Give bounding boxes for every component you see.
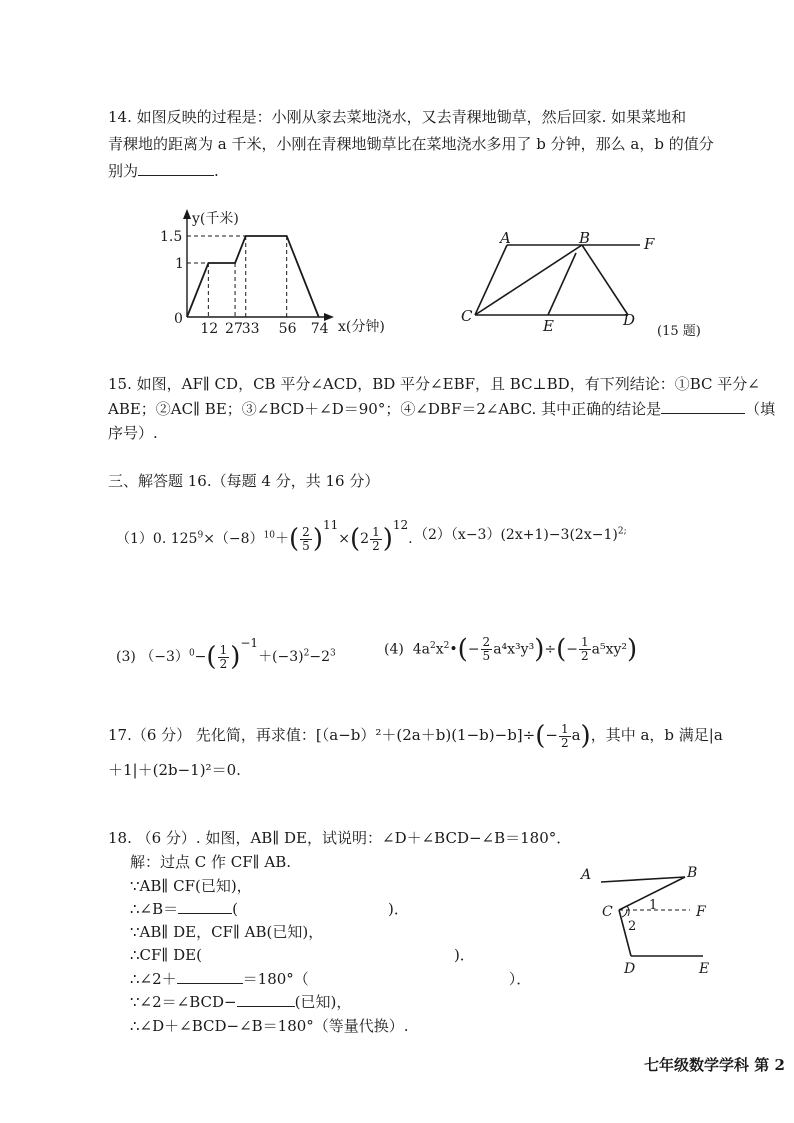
figure-15 xyxy=(455,225,701,340)
fig18-angle-1: 1 xyxy=(649,898,658,913)
q16-part4: (4) $4a^2x^2•(-$ $\frac{2}{5}$ a⁴x³y³)÷(− $\frac{1}{2}$ a⁵xy²) xyxy=(384,634,638,665)
q16-p1-label: （1） xyxy=(116,531,153,547)
distance-time-chart xyxy=(160,205,400,340)
q16-p4-term-x: x xyxy=(435,641,444,658)
q16-p2-expr: （x−3）(2x+1)−3(2x−1) xyxy=(450,527,618,543)
q16-p1-exp-a: 9 xyxy=(197,530,204,541)
q16-part3: (3) $(-3)^0-$( $\frac{1}{2}$ )$^{-1}+(-3)^2-2^3$ xyxy=(116,636,336,672)
q18-line4 xyxy=(130,898,409,920)
answer-reason-18c[interactable] xyxy=(309,970,509,984)
q17-line1-post: ，其中 a，b 满足|a xyxy=(590,726,723,744)
q17-frac: $\frac{1}{2}$ xyxy=(560,721,569,750)
q16-p1-mixed-whole: 2 xyxy=(360,531,370,547)
q18-line2: 解：过点 C 作 CF∥ AB. xyxy=(130,853,291,871)
q18-line8-post: (已知)， xyxy=(294,993,352,1011)
q18-line5: ∵AB∥ DE，CF∥ AB(已知)， xyxy=(130,923,324,941)
label-b: B xyxy=(579,229,591,247)
q16-p2-exp: 2 xyxy=(617,526,624,537)
fig18-angle-2: 2 xyxy=(628,919,637,934)
q18-line8-pre: ∵∠2＝∠BCD− xyxy=(130,993,237,1011)
q16-part1: （1）0. $125^9\times(-8)^{10}+$( $\frac{2}{5}$ )$^{11}$×(2 $\frac{1}{2}$ )$^{12}$. xyxy=(116,518,413,554)
q14-line2: 青稞地的距离为 a 千米，小刚在青稞地锄草比在菜地浇水多用了 b 分钟，那么 a，b 的值分 xyxy=(108,135,714,153)
q16-p1-term-a: 0. 125 xyxy=(152,531,198,547)
q16-p4-sign1: − xyxy=(467,641,480,658)
q16-p3-exp-c: 2 xyxy=(303,648,310,659)
answer-blank-18c[interactable] xyxy=(177,969,243,984)
q16-p1-frac1: $\frac{2}{5}$ xyxy=(302,524,310,553)
q16-p1-exp-frac2: 12 xyxy=(392,518,409,532)
answer-reason-18b[interactable] xyxy=(202,946,454,960)
q16-p4-sign2: − xyxy=(566,641,578,658)
q15-line1: 15. 如图，AF∥ CD，CB 平分∠ACD，BD 平分∠EBF，且 BC⊥BD，有下列结论：①BC 平分∠ xyxy=(108,375,760,393)
q16-p4-tail1: a⁴x³y³ xyxy=(493,641,535,658)
q18-line4-pre: ∴∠B＝ xyxy=(130,900,179,918)
q16-p3-term-a: （−3） xyxy=(140,649,189,665)
q16-p2-label: （2） xyxy=(414,527,451,543)
fig18-label-a: A xyxy=(581,867,592,883)
label-d: D xyxy=(623,311,636,329)
q15-line3: 序号）. xyxy=(108,424,158,442)
fig18-label-b: B xyxy=(687,865,698,881)
y-axis-arrow xyxy=(183,209,191,219)
q16-p3-exp-a: 0 xyxy=(188,648,195,659)
section-3-title: 三、解答题 16.（每题 4 分，共 16 分） xyxy=(108,472,380,490)
q14-line3-pre: 别为 xyxy=(108,162,139,180)
answer-reason-18a[interactable] xyxy=(238,900,388,914)
angle-2-arc xyxy=(622,910,627,917)
y-tick-1.5: 1.5 xyxy=(160,229,183,245)
figure-15-caption: (15 题) xyxy=(657,324,701,339)
answer-blank-14[interactable] xyxy=(138,161,214,176)
q16-p4-term-a: 4a xyxy=(412,641,431,658)
answer-blank-18a[interactable] xyxy=(178,899,232,914)
q14-line3-post: . xyxy=(214,162,219,180)
fig18-label-e: E xyxy=(699,961,710,977)
q18-line1: 18. （6 分）. 如图，AB∥ DE，试说明：∠D＋∠BCD−∠B＝180°． xyxy=(108,829,572,847)
y-axis-label: y(千米) xyxy=(192,211,239,227)
q18-line6-pre: ∴CF∥ DE( xyxy=(130,946,202,964)
q16-p1-times: × xyxy=(338,531,350,547)
q18-line9: ∴∠D＋∠BCD−∠B＝180°（等量代换）. xyxy=(130,1017,409,1035)
q16-p4-frac1: $\frac{2}{5}$ xyxy=(482,635,491,663)
q18-line7-pre: ∴∠2＋ xyxy=(130,970,177,988)
q18-line6-post: )． xyxy=(453,946,475,964)
label-a: A xyxy=(500,229,511,247)
label-c: C xyxy=(461,307,473,325)
figure-18 xyxy=(575,860,720,980)
x-axis-arrow xyxy=(324,313,334,321)
q18-line3: ∵AB∥ CF(已知)， xyxy=(130,877,252,895)
q15-line2-post: （填 xyxy=(745,400,776,418)
q18-line7-post: ）． xyxy=(508,970,532,988)
q16-p1-plus: ＋ xyxy=(275,531,290,547)
q17-line1-pre: 17.（6 分） 先化简，再求值：[（a−b）²＋(2a＋b)(1−b)−b]÷ xyxy=(108,726,536,744)
q16-p4-frac2: $\frac{1}{2}$ xyxy=(580,635,589,663)
segment-bd xyxy=(582,245,628,315)
fig18-label-d: D xyxy=(624,961,636,977)
q16-p3-exp-frac: −1 xyxy=(240,636,259,650)
q17-tail: a xyxy=(571,726,581,744)
q16-p3-label: (3) xyxy=(116,649,136,665)
q16-p3-minus: − xyxy=(194,649,207,665)
q16-p1-term-b: ×（−8） xyxy=(203,531,264,547)
q18-line8 xyxy=(130,991,351,1013)
x-tick-33: 33 xyxy=(241,321,260,337)
q15-line2 xyxy=(108,398,775,420)
q17-line1: 17.（6 分） 先化简，再求值：[（a−b）²＋(2a＋b)(1−b)−b]÷(− $\frac{1}{2}$ a)，其中 a，b 满足|a xyxy=(108,721,723,751)
q18-line6 xyxy=(130,944,475,966)
q15-line2-pre: ABE；②AC∥ BE；③∠BCD＋∠D＝90°；④∠DBF＝2∠ABC. 其中正确的结论是 xyxy=(108,400,662,418)
series-line xyxy=(187,236,319,317)
q16-p1-exp-frac1: 11 xyxy=(322,518,339,532)
q17-line2: ＋1|＋(2b−1)²＝0. xyxy=(108,761,241,779)
q16-p4-tail2: a⁵xy² xyxy=(591,641,627,658)
q14-line1: 14. 如图反映的过程是：小刚从家去菜地浇水，又去青稞地锄草，然后回家. 如果菜地和 xyxy=(108,108,687,126)
q16-p1-exp-b: 10 xyxy=(263,530,276,541)
label-e: E xyxy=(543,317,554,335)
q16-p1-frac2: $\frac{1}{2}$ xyxy=(372,524,380,553)
q16-p3-frac: $\frac{1}{2}$ xyxy=(219,642,228,671)
q16-p3-term-d: −2 xyxy=(309,649,330,665)
y-tick-1: 1 xyxy=(175,256,184,272)
segment-be xyxy=(548,253,576,315)
q16-part2 xyxy=(414,524,627,544)
q16-p1-end: . xyxy=(408,531,413,547)
label-f: F xyxy=(644,235,655,253)
q16-p4-label: (4) xyxy=(384,641,404,658)
q16-p3-exp-d: 3 xyxy=(330,648,336,659)
origin-label: 0 xyxy=(174,311,183,327)
q16-p4-divide: ÷ xyxy=(544,641,557,658)
x-tick-12: 12 xyxy=(200,321,219,337)
q16-p2-end: ; xyxy=(623,526,627,537)
page-footer: 七年级数学学科 第 2 xyxy=(644,1056,785,1074)
q18-line7-mid: ＝180°（ xyxy=(242,970,309,988)
q17-sign: − xyxy=(545,726,558,744)
answer-blank-18d[interactable] xyxy=(237,992,295,1007)
q16-p4-dot: • xyxy=(449,641,458,658)
q14-line3 xyxy=(108,160,219,182)
x-axis-label: x(分钟) xyxy=(338,319,385,335)
q18-line4-mid: ( xyxy=(232,900,238,918)
answer-blank-15[interactable] xyxy=(661,399,745,414)
line-ab xyxy=(601,877,685,882)
fig18-label-f: F xyxy=(696,904,706,920)
x-tick-74: 74 xyxy=(310,321,329,337)
x-tick-27: 27 xyxy=(225,321,243,337)
fig18-label-c: C xyxy=(602,904,613,920)
q16-p4-exp-a: 2 xyxy=(430,640,436,651)
q18-line7 xyxy=(130,968,531,990)
q16-p4-exp-x: 2 xyxy=(443,640,450,651)
q16-p3-term-c: ＋(−3) xyxy=(258,649,304,665)
q18-line4-post: )． xyxy=(388,900,409,918)
x-tick-56: 56 xyxy=(278,321,297,337)
